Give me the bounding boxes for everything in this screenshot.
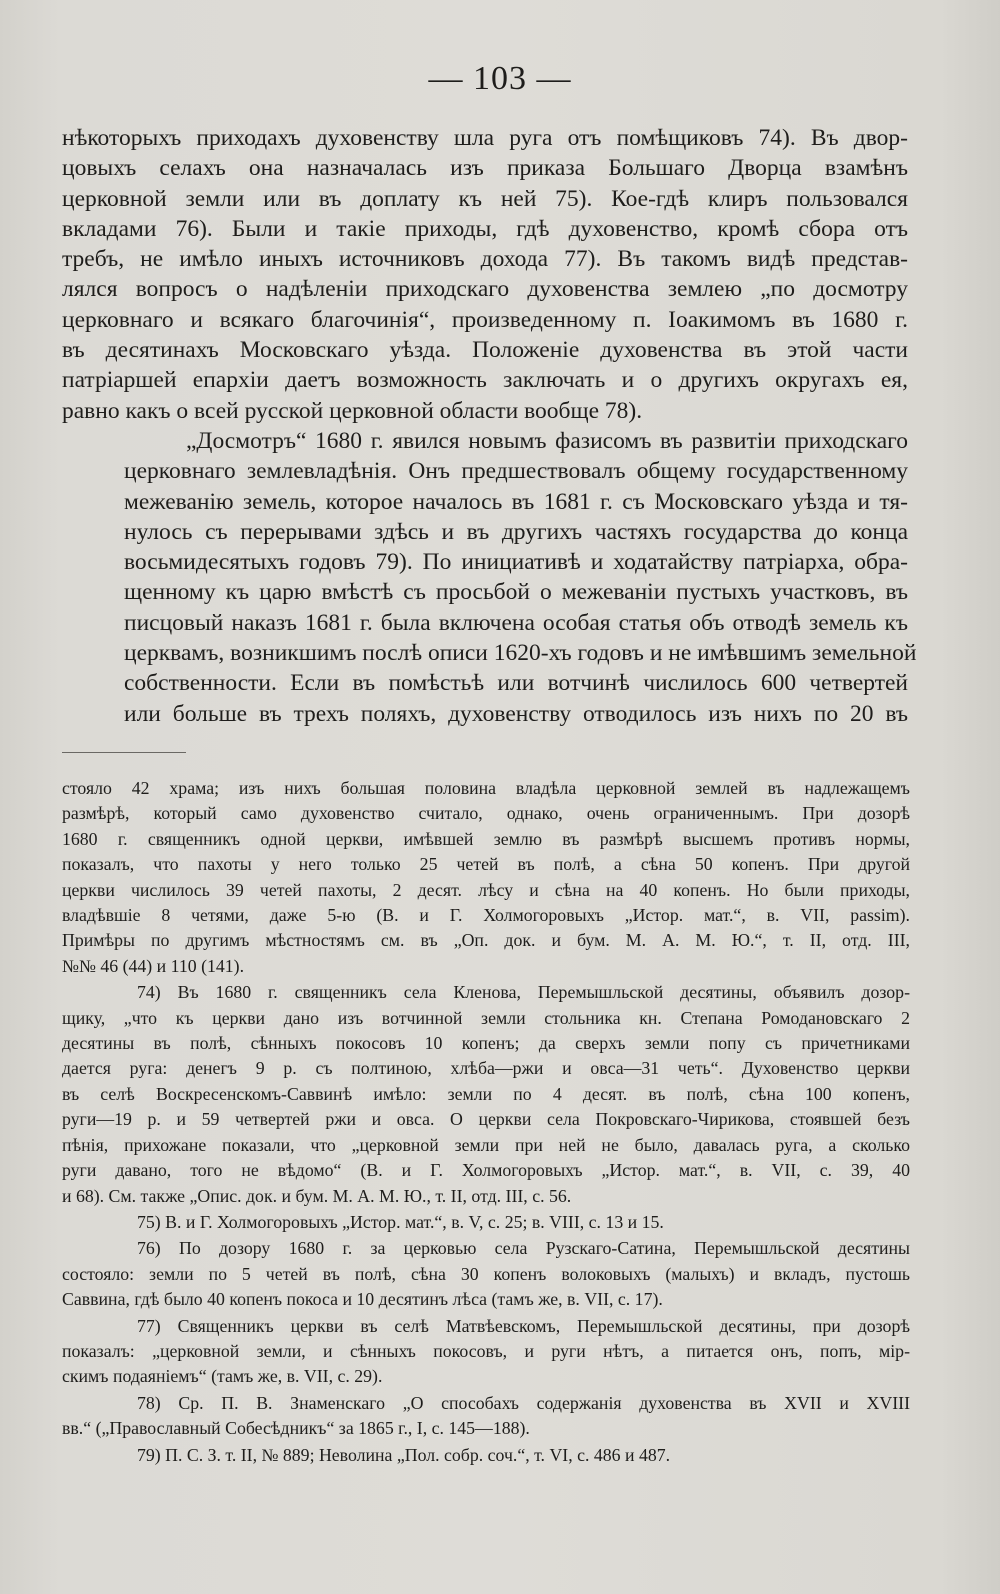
- footnote-line: щику, „что къ церкви дано изъ вотчинной земли стольника кн. Степана Ромодановскаго 2: [62, 1007, 910, 1028]
- text-line: вкладами 76). Были и такіе приходы, гдѣ духовенство, кромѣ сбора отъ: [62, 215, 908, 242]
- footnote-line: пѣнія, прихожане показали, что „церковной земли при ней не было, давалась руга, а сколько: [62, 1134, 910, 1155]
- text-line: лялся вопросъ о надѣленіи приходскаго духовенства землею „по досмотру: [62, 276, 908, 303]
- footnote-separator: [62, 752, 186, 753]
- footnote-line: показалъ: „церковной земли, и сѣнныхъ покосовъ, и руги нѣтъ, а питается онъ, попъ, мір-: [62, 1340, 910, 1361]
- footnote-line: дается руга: денегъ 9 р. съ полтиною, хлѣба—ржи и овса—31 четь“. Духовенство церкви: [62, 1058, 910, 1079]
- footnote-line: владѣвшіе 8 четями, даже 5-ю (В. и Г. Холмогоровыхъ „Истор. мат.“, в. VII, passim).: [62, 905, 910, 926]
- footnote-line: скимъ подаяніемъ“ (тамъ же, в. VII, с. 29).: [62, 1366, 383, 1387]
- text-line: или больше въ трехъ поляхъ, духовенству отводилось изъ нихъ по 20 въ: [124, 700, 908, 727]
- footnote-line: №№ 46 (44) и 110 (141).: [62, 955, 245, 976]
- footnotes: [62, 776, 910, 1468]
- footnote-line: руги—19 р. и 59 четвертей ржи и овса. О церкви села Покровскаго-Чирикова, стоявшей безъ: [62, 1109, 910, 1130]
- text-line: цовыхъ селахъ она назначалась изъ приказа Большаго Дворца взамѣнъ: [62, 155, 908, 182]
- footnote-line: вв.“ („Православный Собесѣдникъ“ за 1865 г., I, с. 145—188).: [62, 1418, 530, 1439]
- text-line: собственности. Если въ помѣстьѣ или вотчинѣ числилось 600 четвертей: [124, 670, 908, 697]
- footnote: [62, 1314, 910, 1390]
- footnote-line: Саввина, гдѣ было 40 копенъ покоса и 10 десятинъ лѣса (тамъ же, в. VII, с. 17).: [62, 1289, 663, 1310]
- footnote-line: состояло: земли по 5 четей въ полѣ, сѣна 30 копенъ волоковыхъ (малыхъ) и вкладъ, пустошь: [62, 1263, 910, 1284]
- footnote-line: и 68). См. также „Опис. док. и бум. М. А. М. Ю., т. II, отд. III, с. 56.: [62, 1185, 572, 1206]
- footnote-line: 1680 г. священникъ одной церкви, имѣвшей землю въ размѣрѣ высшемъ противъ нормы,: [62, 828, 910, 849]
- text-line: нулось съ перерывами здѣсь и въ другихъ частяхъ государства до конца: [124, 518, 908, 545]
- footnote-line: 74) Въ 1680 г. священникъ села Кленова, Перемышльской десятины, объявилъ дозор-: [137, 982, 910, 1003]
- text-line: писцовый наказъ 1681 г. была включена особая статья объ отводѣ земель къ: [124, 609, 908, 636]
- footnote-line: 77) Священникъ церкви въ селѣ Матвѣевскомъ, Перемышльской десятины, при дозорѣ: [137, 1315, 910, 1336]
- footnote-line: въ селѣ Воскресенскомъ-Саввинѣ имѣло: земли по 4 десят. въ полѣ, сѣна 100 копенъ,: [62, 1083, 910, 1104]
- main-text: [62, 123, 917, 729]
- footnote: [62, 776, 910, 979]
- text-line: „Досмотръ“ 1680 г. явился новымъ фазисомъ въ развитіи приходскаго: [186, 427, 908, 454]
- text-line: церковной земли или въ доплату къ ней 75). Кое-гдѣ клиръ пользовался: [62, 185, 908, 212]
- footnote-line: руги давано, того не вѣдомо“ (В. и Г. Холмогоровыхъ „Истор. мат.“, в. VII, с. 39, 40: [62, 1160, 910, 1181]
- text-line: церковнаго и всякаго благочинія“, произведенному п. Іоакимомъ въ 1680 г.: [62, 306, 908, 333]
- text-line: въ десятинахъ Московскаго уѣзда. Положеніе духовенства въ этой части: [62, 337, 908, 364]
- footnote-line: размѣрѣ, который само духовенство считало, однако, очень ограниченнымъ. При дозорѣ: [62, 803, 910, 824]
- footnote: [62, 1443, 910, 1468]
- text-line: патріаршей епархіи даетъ возможность заключать и о другихъ округахъ ея,: [62, 367, 908, 394]
- footnote: [62, 1236, 910, 1312]
- text-line: межеванію земель, которое началось въ 1681 г. съ Московскаго уѣзда и тя-: [124, 488, 908, 515]
- text-line: церковнаго землевладѣнія. Онъ предшествовалъ общему государственному: [124, 458, 908, 485]
- text-line: нѣкоторыхъ приходахъ духовенству шла руга отъ помѣщиковъ 74). Въ двор-: [62, 125, 908, 151]
- text-line: щенному къ царю вмѣстѣ съ просьбой о межеваніи пустыхъ участковъ, въ: [124, 579, 908, 606]
- footnote: [62, 1391, 910, 1442]
- footnote-line: 79) П. С. З. т. II, № 889; Неволина „Пол. собр. соч.“, т. VI, с. 486 и 487.: [137, 1444, 671, 1465]
- footnote-line: 76) По дозору 1680 г. за церковью села Рузскаго-Сатина, Перемышльской десятины: [137, 1238, 910, 1259]
- text-line: требъ, не имѣло иныхъ источниковъ дохода 77). Въ такомъ видѣ представ-: [62, 246, 908, 273]
- footnote: [62, 1210, 910, 1235]
- footnote-line: стояло 42 храма; изъ нихъ большая половина владѣла церковной землей въ надлежащемъ: [62, 778, 910, 798]
- footnote-line: Примѣры по другимъ мѣстностямъ см. въ „Оп. док. и бум. М. А. М. Ю.“, т. II, отд. III,: [62, 930, 910, 951]
- paragraph: [62, 123, 908, 426]
- paragraph: [62, 426, 917, 729]
- footnote-line: 78) Ср. П. В. Знаменскаго „О способахъ содержанія духовенства въ XVII и XVIII: [137, 1392, 910, 1413]
- page-number: — 103 —: [428, 60, 572, 97]
- footnote-line: церкви числилось 39 четей пахоты, 2 десят. лѣсу и сѣна на 40 копенъ. Но были приходы,: [62, 879, 910, 900]
- footnote: [62, 980, 910, 1209]
- text-line: восьмидесятыхъ годовъ 79). По инициативѣ и ходатайству патріарха, обра-: [124, 549, 908, 576]
- footnote-line: десятины въ полѣ, сѣнныхъ покосовъ 10 копенъ; да сверхъ земли попу съ причетниками: [62, 1033, 910, 1054]
- footnote-line: 75) В. и Г. Холмогоровыхъ „Истор. мат.“, в. V, с. 25; в. VIII, с. 13 и 15.: [137, 1211, 664, 1232]
- text-line: церквамъ, возникшимъ послѣ описи 1620-хъ годовъ и не имѣвшимъ земельной: [124, 640, 917, 667]
- footnote-line: показалъ, что пахоты у него только 25 четей въ полѣ, а сѣна 50 копенъ. При другой: [62, 854, 910, 875]
- text-line: равно какъ о всей русской церковной области вообще 78).: [62, 397, 643, 424]
